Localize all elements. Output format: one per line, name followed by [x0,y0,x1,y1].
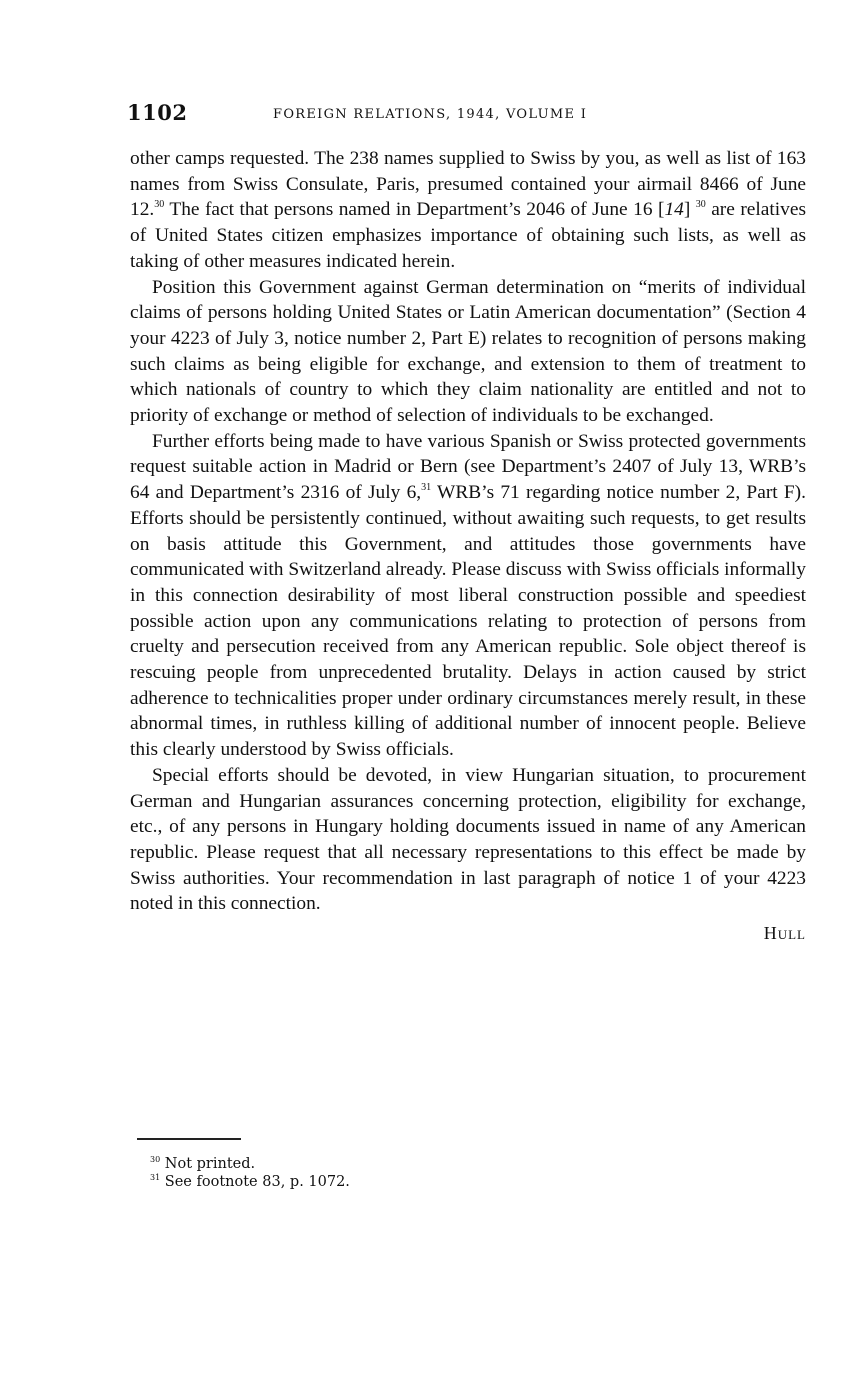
paragraph-1 [130,146,806,275]
body-text [130,146,806,947]
paragraph-2: Position this Government against German determination on “merits of individual claims of persons holding United States or Latin American documentation” (Section 4 your 4223 of July 3, notice number 2, Part E) relates to recognition of persons making such claims as being eligible for exchange, and extension to them of treatment to which nationals of country to which they claim nationality are entitled and not to priority of exchange or method of selection of individuals to be exchanged. [130,276,806,427]
signature: Hull [763,923,806,944]
footnote-text: Not printed. [164,1156,256,1172]
running-head: FOREIGN RELATIONS, 1944, VOLUME I [273,107,588,122]
paragraph-4: Special efforts should be devoted, in view Hungarian situation, to procurement German and Hungarian assurances concerning protection, eligibility for exchange, etc., of any persons in Hungary holding documents issued in name of any American republic. Please request that all necessary representations to this effect be made by Swiss authorities. Your recommendation in last paragraph of notice 1 of your 4223 noted in this connection. [130,764,806,915]
footnote-30 [150,1155,350,1173]
footnote-ref-31[interactable]: 31 [421,482,432,494]
paragraph-1-text-c: ] [683,199,696,221]
footnotes [150,1155,350,1191]
paragraph-1-text-a: other camps requested. The 238 names supplied to Swiss by you, as well as list of 163 names from Swiss Consulate, Paris, presumed contained your airmail 8466 of June 12. [130,148,806,221]
paragraph-1-text-d: are relatives of United States citizen emphasizes importance of obtaining such lists, as well as taking of other measures indicated herein. [130,199,807,272]
page-header [127,100,807,130]
footnote-ref-30[interactable]: 30 [154,199,165,211]
footnote-text: See footnote 83, p. 1072. [164,1174,350,1190]
footnote-marker: 30 [150,1155,161,1164]
paragraph-3-text-b: WRB’s 71 regarding notice number 2, Part F). Efforts should be persistently continued, without awaiting such requests, to get results on basis attitude this Government, and attitudes those governments have communicated with Switzerland already. Please discuss with Swiss officials informally in this connection desirability of most liberal construction possible and speediest possible action upon any communications relating to protection of persons from cruelty and persecution received from any American republic. Sole object thereof is rescuing people from unprecedented brutality. Delays in action caused by strict adherence to technicalities proper under ordinary circumstances merely result, in these abnormal times, in ruthless killing of additional number of innocent people. Believe this clearly understood by Swiss officials. [130,482,806,761]
paragraph-3-text-a: Further efforts being made to have various Spanish or Swiss protected governments request suitable action in Madrid or Bern (see Department’s 2407 of July 13, WRB’s 64 and Department’s 2316 of July 6, [130,430,806,504]
footnote-marker: 31 [150,1173,161,1182]
footnote-31 [150,1173,350,1191]
footnote-ref-30b[interactable]: 30 [695,199,706,211]
paragraph-1-text-b: The fact that persons named in Department’s 2046 of June 16 [ [164,199,665,221]
page-number: 1102 [127,100,188,125]
paragraph-1-italic: 14 [664,199,684,221]
paragraph-3 [130,429,806,763]
footnote-divider [137,1138,241,1140]
